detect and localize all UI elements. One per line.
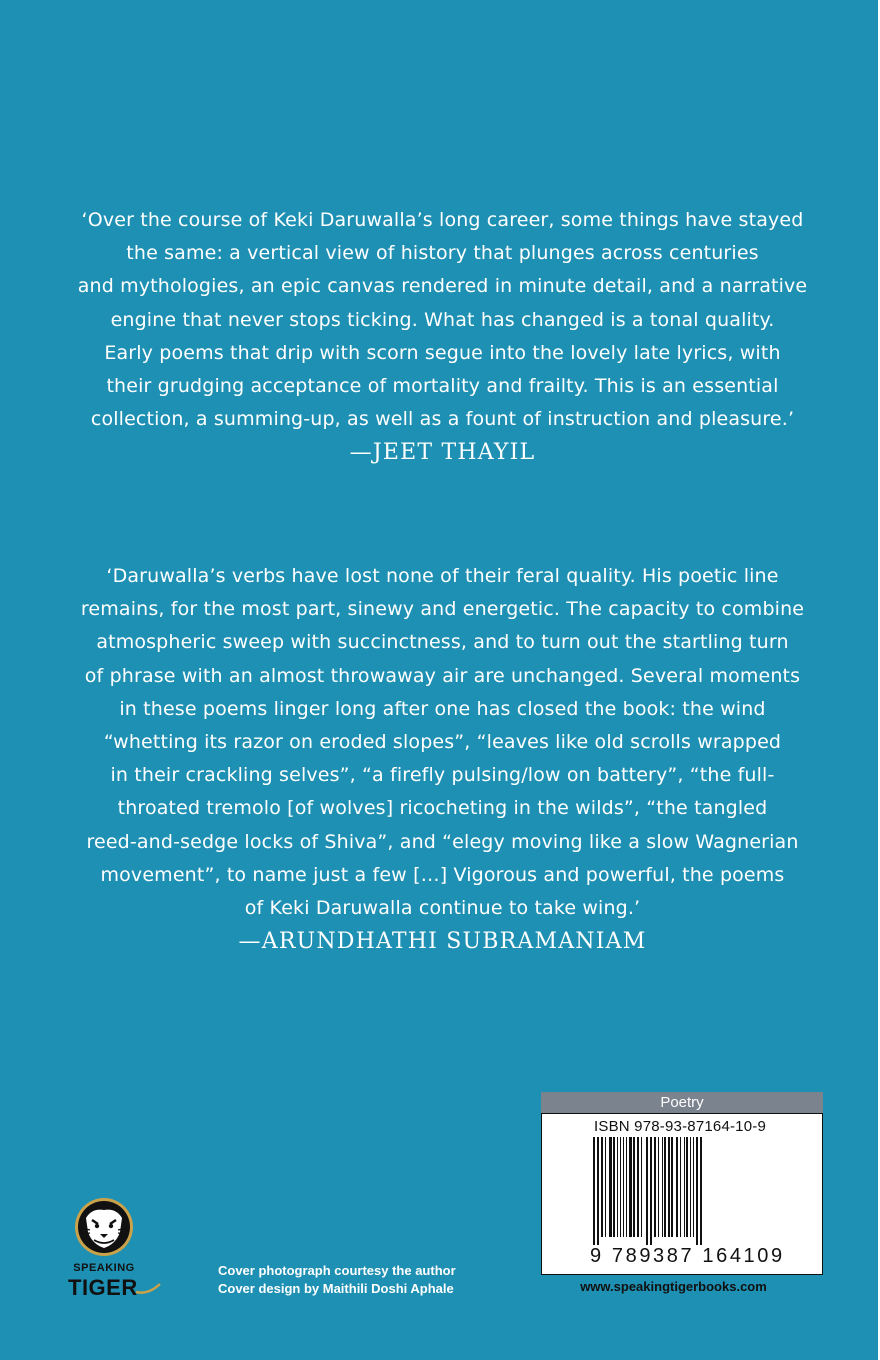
barcode-bar <box>641 1137 642 1237</box>
barcode-bar <box>654 1137 656 1237</box>
barcode-bar <box>620 1137 621 1237</box>
barcode-box <box>541 1092 823 1275</box>
barcode-bar <box>629 1137 632 1237</box>
quote-attribution: —ARUNDHATHI SUBRAMANIAM <box>238 929 647 955</box>
barcode-panel <box>541 1113 823 1275</box>
quote-line: of phrase with an almost throwaway air are unchanged. Several moments <box>84 664 801 687</box>
barcode-bar <box>650 1137 652 1245</box>
barcode-bar <box>646 1137 648 1245</box>
barcode-digits: 9 789387 164109 <box>590 1245 785 1267</box>
quote-line: and mythologies, an epic canvas rendered in minute detail, and a narrative <box>77 275 808 298</box>
barcode-bar <box>668 1137 670 1237</box>
barcode-bar <box>658 1137 659 1237</box>
quote-line: ‘Over the course of Keki Daruwalla’s long career, some things have stayed <box>81 209 804 231</box>
quote-line: “whetting its razor on eroded slopes”, “leaves like old scrolls wrapped <box>103 731 782 754</box>
barcode-bar <box>693 1137 694 1237</box>
quote-jeet-thayil <box>60 204 825 470</box>
barcode-bar <box>617 1137 618 1237</box>
quote-line: of Keki Daruwalla continue to take wing.’ <box>244 897 641 920</box>
publisher-name-line2: TIGER <box>68 1275 138 1300</box>
website-url: www.speakingtigerbooks.com <box>580 1279 767 1294</box>
quote-line: reed-and-sedge locks of Shiva”, and “elegy moving like a slow Wagnerian <box>86 830 799 853</box>
barcode-bar <box>609 1137 612 1237</box>
barcode-bar <box>696 1137 698 1245</box>
barcode-bar <box>680 1137 681 1237</box>
quote-line: Early poems that drip with scorn segue into the lovely late lyrics, with <box>104 341 781 364</box>
barcode-bar <box>686 1137 688 1237</box>
quote-attribution: —JEET THAYIL <box>349 440 536 466</box>
quote-line: movement”, to name just a few […] Vigorous and powerful, the poems <box>100 863 785 886</box>
quote-line: collection, a summing-up, as well as a fount of instruction and pleasure.’ <box>90 408 795 431</box>
barcode-bar <box>671 1137 673 1237</box>
quote-line: in these poems linger long after one has closed the book: the wind <box>119 697 766 720</box>
barcode-bar <box>633 1137 635 1237</box>
barcode-bar <box>700 1137 702 1245</box>
barcode-bar <box>593 1137 595 1245</box>
quote-line: throated tremolo [of wolves] ricocheting in the wilds”, “the tangled <box>117 797 768 820</box>
cover-credits <box>218 1262 456 1298</box>
barcode-bar <box>626 1137 627 1237</box>
quote-line: in their crackling selves”, “a firefly pulsing/low on battery”, “the full- <box>110 764 775 787</box>
quote-line: the same: a vertical view of history that plunges across centuries <box>126 242 759 265</box>
barcode-bar <box>637 1137 639 1237</box>
barcode-bar <box>684 1137 685 1237</box>
isbn-label: ISBN 978-93-87164-10-9 <box>594 1118 767 1135</box>
genre-label: Poetry <box>541 1092 823 1113</box>
barcode-bar <box>662 1137 663 1237</box>
barcode-bar <box>613 1137 615 1237</box>
publisher-logo <box>64 1196 164 1300</box>
credit-design: Cover design by Maithili Doshi Aphale <box>218 1281 454 1296</box>
quote-line: remains, for the most part, sinewy and energetic. The capacity to combine <box>80 598 805 621</box>
barcode-bar <box>623 1137 624 1237</box>
tiger-head-icon <box>64 1196 164 1300</box>
barcode-bar <box>605 1137 606 1237</box>
barcode-bar <box>601 1137 603 1237</box>
barcode-bar <box>597 1137 599 1245</box>
barcode-bar <box>690 1137 691 1237</box>
quote-line: engine that never stops ticking. What has changed is a tonal quality. <box>110 308 775 331</box>
barcode-icon <box>589 1137 759 1245</box>
publisher-name-line1: SPEAKING <box>73 1262 135 1274</box>
credit-photo: Cover photograph courtesy the author <box>218 1263 456 1278</box>
quote-line: their grudging acceptance of mortality and frailty. This is an essential <box>106 375 779 398</box>
barcode-bar <box>664 1137 666 1237</box>
quote-arundhathi-subramaniam <box>60 560 825 959</box>
quote-line: atmospheric sweep with succinctness, and to turn out the startling turn <box>96 631 789 654</box>
barcode-bar <box>676 1137 678 1237</box>
quote-line: ‘Daruwalla’s verbs have lost none of their feral quality. His poetic line <box>106 565 779 587</box>
